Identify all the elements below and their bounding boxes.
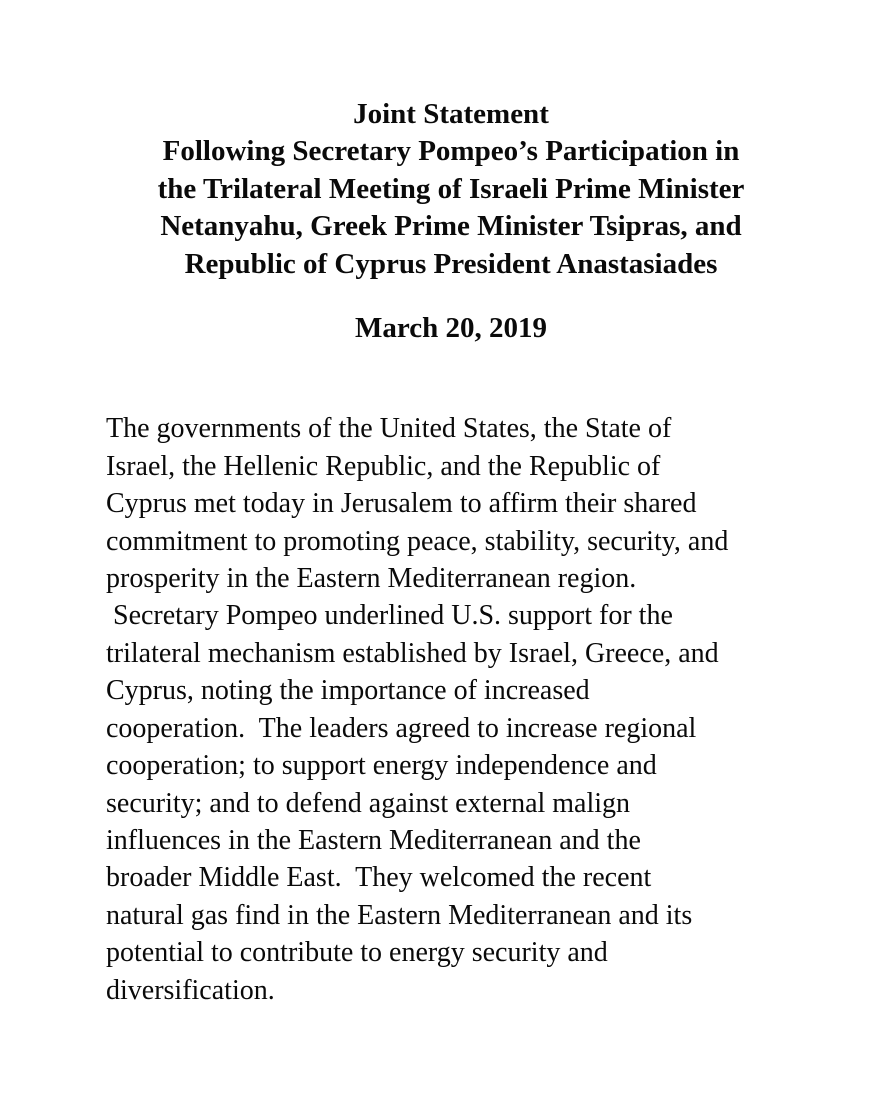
- document-body-line: Secretary Pompeo underlined U.S. support for the: [106, 600, 673, 632]
- document-body-line: Cyprus met today in Jerusalem to affirm their shared: [106, 488, 697, 520]
- document-body: [106, 410, 880, 1009]
- document-body-line: Cyprus, noting the importance of increased: [106, 675, 590, 707]
- document-date: March 20, 2019: [355, 312, 547, 345]
- document-body-line: cooperation; to support energy independence and: [106, 750, 657, 782]
- document-title-line: Netanyahu, Greek Prime Minister Tsipras, and: [160, 210, 742, 243]
- document-body-line: commitment to promoting peace, stability, security, and: [106, 525, 729, 557]
- document-body-line: cooperation. The leaders agreed to increase regional: [106, 712, 697, 744]
- document-body-line: influences in the Eastern Mediterranean and the: [106, 824, 641, 856]
- document-title-line: Joint Statement: [353, 98, 549, 130]
- document-body-line: Israel, the Hellenic Republic, and the Republic of: [106, 450, 661, 482]
- document-title-line: the Trilateral Meeting of Israeli Prime Minister: [157, 172, 745, 205]
- document-body-line: security; and to defend against external malign: [106, 787, 631, 819]
- document-title-line: Republic of Cyprus President Anastasiades: [184, 247, 718, 280]
- document-body-line: diversification.: [106, 974, 275, 1006]
- document-body-line: potential to contribute to energy security and: [106, 937, 608, 969]
- document-body-line: prosperity in the Eastern Mediterranean region.: [106, 563, 637, 595]
- document-body-line: natural gas find in the Eastern Mediterranean and its: [106, 899, 693, 931]
- document-body-line: The governments of the United States, the State of: [106, 413, 672, 445]
- document-body-line: broader Middle East. They welcomed the recent: [106, 862, 652, 894]
- document-title: [22, 96, 880, 283]
- document-body-line: trilateral mechanism established by Israel, Greece, and: [106, 637, 719, 669]
- document-title-line: Following Secretary Pompeo’s Participation in: [162, 135, 740, 168]
